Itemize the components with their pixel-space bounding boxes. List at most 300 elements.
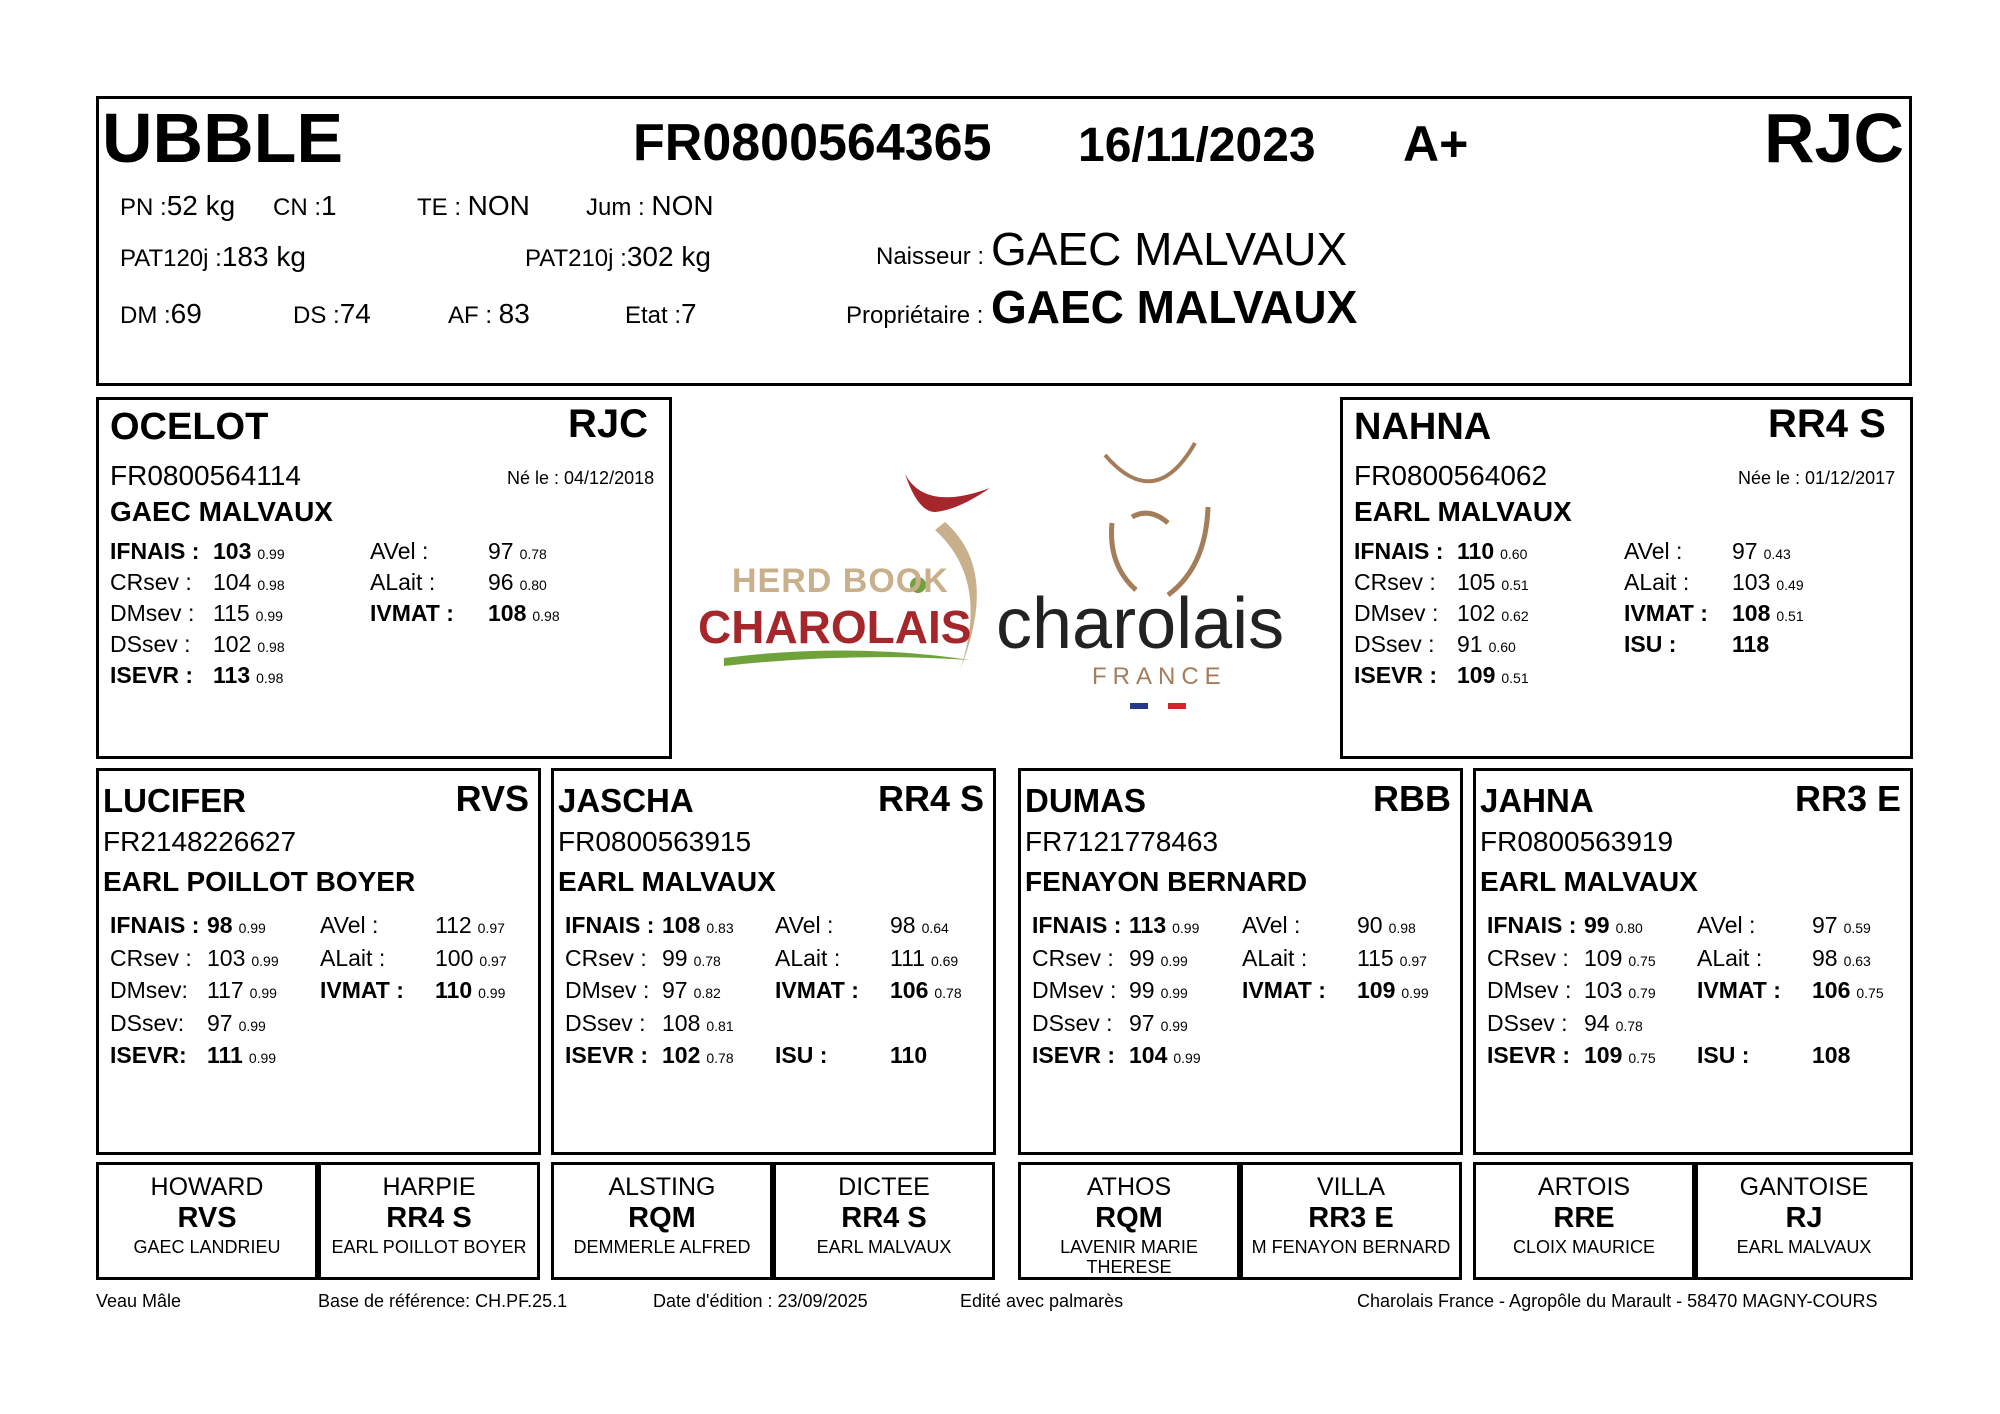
index-reliability: 0.97 bbox=[477, 920, 505, 936]
index-number: 99 bbox=[662, 944, 688, 971]
index-reliability: 0.59 bbox=[1843, 920, 1871, 936]
index-reliability: 0.64 bbox=[921, 920, 949, 936]
index-number: 99 bbox=[1129, 977, 1155, 1003]
index-value bbox=[1357, 945, 1427, 972]
great-grandparent-card bbox=[1018, 1162, 1240, 1280]
index-label: DSsev : bbox=[1487, 1009, 1568, 1036]
grandparent-id: FR0800563919 bbox=[1480, 826, 1674, 857]
dm-value: 69 bbox=[170, 298, 202, 329]
index-reliability: 0.78 bbox=[706, 1050, 734, 1066]
great-grandparent-qualif: RRE bbox=[1553, 1202, 1615, 1234]
index-number: 99 bbox=[1584, 912, 1610, 938]
index-number: 111 bbox=[207, 1042, 243, 1068]
grandparent-index-row bbox=[1697, 912, 1755, 939]
index-number: 115 bbox=[213, 600, 250, 626]
animal-id: FR0800564365 bbox=[633, 114, 992, 172]
great-grandparent-name: GANTOISE bbox=[1739, 1173, 1869, 1201]
index-label: IFNAIS : bbox=[1354, 538, 1444, 564]
mother-index-row bbox=[1354, 631, 1435, 658]
index-reliability: 0.99 bbox=[1160, 952, 1188, 969]
grandparent-id: FR2148226627 bbox=[103, 826, 297, 857]
index-label: ISEVR : bbox=[565, 1042, 649, 1068]
grandparent-name: JASCHA bbox=[558, 782, 694, 819]
animal-qualif: RJC bbox=[1764, 99, 1905, 177]
great-grandparent-card bbox=[96, 1162, 318, 1280]
index-number: 102 bbox=[1457, 600, 1496, 626]
index-number: 98 bbox=[890, 912, 916, 938]
index-label: ALait : bbox=[370, 569, 436, 595]
index-value bbox=[1584, 977, 1656, 1004]
grandparent-index-row bbox=[1242, 945, 1307, 972]
index-number: 91 bbox=[1457, 631, 1483, 657]
jum-value: NON bbox=[651, 190, 714, 221]
mother-index-row bbox=[1624, 600, 1708, 627]
index-value bbox=[662, 945, 721, 972]
index-value bbox=[435, 977, 505, 1004]
index-value bbox=[488, 538, 547, 565]
index-value bbox=[1129, 1042, 1201, 1069]
grandparent-index-row bbox=[1697, 945, 1762, 972]
index-number: 103 bbox=[213, 538, 252, 564]
index-reliability: 0.99 bbox=[238, 920, 266, 936]
index-value bbox=[1357, 912, 1416, 939]
index-label: IFNAIS : bbox=[565, 912, 655, 938]
mother-owner: EARL MALVAUX bbox=[1354, 496, 1572, 527]
index-number: 108 bbox=[488, 600, 527, 626]
mother-name: NAHNA bbox=[1354, 406, 1492, 448]
index-value bbox=[1812, 977, 1884, 1004]
ds-value: 74 bbox=[339, 298, 371, 329]
index-reliability: 0.60 bbox=[1500, 546, 1528, 562]
index-label: DMsev : bbox=[110, 600, 195, 626]
naisseur-value: GAEC MALVAUX bbox=[991, 223, 1348, 275]
mother-index-row bbox=[1354, 600, 1438, 627]
index-reliability: 0.51 bbox=[1776, 608, 1804, 624]
index-label: ISEVR: bbox=[110, 1042, 187, 1068]
index-label: ISU : bbox=[775, 1042, 828, 1068]
father-born: Né le : 04/12/2018 bbox=[507, 468, 655, 488]
index-number: 108 bbox=[1732, 600, 1771, 626]
mother-index-row bbox=[1624, 631, 1676, 658]
index-value bbox=[1457, 569, 1529, 596]
index-value bbox=[435, 912, 505, 939]
index-number: 108 bbox=[662, 1009, 701, 1036]
father-index-row bbox=[110, 662, 193, 689]
index-number: 94 bbox=[1584, 1009, 1610, 1036]
index-value bbox=[1732, 600, 1804, 627]
mother-id: FR0800564062 bbox=[1354, 460, 1548, 491]
index-number: 115 bbox=[1357, 944, 1394, 971]
index-value bbox=[890, 977, 962, 1004]
index-value bbox=[488, 569, 547, 596]
index-value bbox=[1129, 912, 1199, 939]
grandparent-index-row bbox=[565, 1010, 646, 1037]
footer-palmares: Edité avec palmarès bbox=[960, 1291, 1124, 1311]
index-number: 109 bbox=[1357, 977, 1396, 1003]
index-number: 102 bbox=[662, 1042, 701, 1068]
index-reliability: 0.69 bbox=[930, 952, 959, 969]
index-value bbox=[662, 1042, 734, 1069]
index-number: 90 bbox=[1357, 912, 1383, 938]
index-number: 105 bbox=[1457, 569, 1496, 595]
father-index-row bbox=[370, 569, 435, 596]
index-value bbox=[1357, 977, 1429, 1004]
footer-edition: Date d'édition : 23/09/2025 bbox=[653, 1291, 868, 1311]
index-label: ISEVR : bbox=[110, 662, 194, 688]
great-grandparent-owner: M FENAYON BERNARD bbox=[1251, 1237, 1451, 1257]
index-reliability: 0.75 bbox=[1628, 1050, 1656, 1066]
index-number: 112 bbox=[435, 912, 472, 938]
index-value bbox=[890, 1042, 933, 1069]
index-number: 104 bbox=[1129, 1042, 1168, 1068]
great-grandparent-card bbox=[1695, 1162, 1913, 1280]
index-label: ISU : bbox=[1624, 631, 1677, 657]
mother-qualif: RR4 S bbox=[1768, 402, 1886, 446]
index-value bbox=[1457, 600, 1529, 627]
index-reliability: 0.62 bbox=[1501, 608, 1529, 624]
index-label: IFNAIS : bbox=[1032, 912, 1122, 938]
index-reliability: 0.99 bbox=[1173, 1050, 1201, 1066]
proprietaire-value: GAEC MALVAUX bbox=[991, 281, 1358, 333]
index-label: ISU : bbox=[1697, 1042, 1750, 1068]
index-number: 109 bbox=[1584, 944, 1623, 971]
index-reliability: 0.99 bbox=[257, 546, 285, 562]
index-value bbox=[1732, 569, 1804, 596]
grandparent-index-row bbox=[565, 977, 649, 1004]
index-reliability: 0.82 bbox=[693, 985, 721, 1001]
footer-sex: Veau Mâle bbox=[96, 1291, 182, 1311]
index-reliability: 0.98 bbox=[257, 577, 285, 593]
te-label: TE : bbox=[417, 194, 468, 221]
index-label: IVMAT : bbox=[370, 600, 454, 626]
index-reliability: 0.80 bbox=[519, 577, 547, 593]
herdbook-line2: CHAROLAIS bbox=[698, 601, 972, 653]
mother-index-row bbox=[1354, 569, 1436, 596]
index-label: IFNAIS : bbox=[110, 538, 200, 564]
index-value bbox=[207, 1042, 276, 1069]
jum-field bbox=[586, 190, 714, 222]
index-value bbox=[1129, 977, 1188, 1004]
index-reliability: 0.75 bbox=[1628, 952, 1656, 969]
index-number: 99 bbox=[1129, 944, 1155, 971]
great-grandparent-card bbox=[1240, 1162, 1462, 1280]
index-value bbox=[1457, 662, 1529, 689]
father-owner: GAEC MALVAUX bbox=[110, 496, 333, 527]
mother-index-row bbox=[1624, 538, 1682, 565]
ds-label: DS : bbox=[293, 302, 340, 329]
index-value bbox=[662, 977, 721, 1004]
grandparent-name: DUMAS bbox=[1025, 782, 1146, 819]
great-grandparent-name: VILLA bbox=[1316, 1173, 1386, 1201]
index-number: 103 bbox=[1584, 977, 1623, 1003]
af-label: AF : bbox=[448, 302, 499, 329]
index-label: AVel : bbox=[320, 912, 379, 938]
father-index-row bbox=[370, 538, 428, 565]
index-reliability: 0.51 bbox=[1501, 577, 1529, 593]
index-number: 109 bbox=[1457, 662, 1496, 688]
jum-label: Jum : bbox=[586, 194, 652, 221]
index-value bbox=[213, 600, 283, 627]
ds-field bbox=[293, 298, 371, 330]
footer-address: Charolais France - Agropôle du Marault - 58470 MAGNY-COURS bbox=[1357, 1291, 1878, 1311]
mother-born: Née le : 01/12/2017 bbox=[1738, 468, 1896, 488]
index-reliability: 0.43 bbox=[1763, 546, 1791, 562]
index-label: CRsev : bbox=[110, 944, 192, 971]
footer-base: Base de référence: CH.PF.25.1 bbox=[318, 1291, 568, 1311]
index-reliability: 0.99 bbox=[238, 1017, 266, 1034]
grandparent-index-row bbox=[1242, 912, 1300, 939]
animal-grade: A+ bbox=[1403, 116, 1469, 172]
index-value bbox=[207, 1010, 266, 1037]
grandparent-index-row bbox=[1697, 1042, 1749, 1069]
index-number: 102 bbox=[213, 631, 252, 657]
index-value bbox=[207, 945, 279, 972]
index-reliability: 0.99 bbox=[248, 1050, 277, 1066]
index-label: IFNAIS : bbox=[1487, 912, 1577, 938]
index-label: CRsev : bbox=[565, 944, 647, 971]
index-number: 97 bbox=[1129, 1009, 1155, 1036]
index-value bbox=[488, 600, 560, 627]
index-label: IVMAT : bbox=[775, 977, 859, 1003]
great-grandparent-name: ARTOIS bbox=[1537, 1173, 1631, 1201]
grandparent-qualif: RBB bbox=[1373, 778, 1451, 819]
grandparent-owner: FENAYON BERNARD bbox=[1025, 866, 1308, 897]
dm-label: DM : bbox=[120, 302, 171, 329]
index-label: ISEVR : bbox=[1032, 1042, 1116, 1068]
grandparent-index-row bbox=[110, 977, 188, 1004]
te-value: NON bbox=[467, 190, 530, 221]
great-grandparent-name: DICTEE bbox=[838, 1173, 930, 1201]
index-label: DMsev: bbox=[110, 977, 188, 1003]
index-number: 106 bbox=[890, 977, 929, 1003]
grandparent-index-row bbox=[320, 912, 378, 939]
great-grandparent-qualif: RR4 S bbox=[841, 1202, 927, 1234]
index-reliability: 0.98 bbox=[1388, 920, 1416, 936]
index-reliability: 0.78 bbox=[519, 546, 547, 562]
father-id: FR0800564114 bbox=[110, 460, 301, 491]
great-grandparent-owner: EARL POILLOT BOYER bbox=[331, 1237, 527, 1257]
animal-date: 16/11/2023 bbox=[1078, 119, 1316, 172]
grandparent-index-row bbox=[775, 912, 833, 939]
index-reliability: 0.78 bbox=[934, 985, 962, 1001]
index-label: ALait : bbox=[1242, 944, 1308, 971]
index-number: 98 bbox=[207, 912, 233, 938]
pat120-label: PAT120j : bbox=[120, 245, 222, 272]
index-number: 104 bbox=[213, 569, 252, 595]
pat210-field bbox=[525, 241, 711, 273]
index-label: IVMAT : bbox=[1242, 977, 1326, 1003]
index-reliability: 0.97 bbox=[1399, 952, 1427, 969]
pn-value: 52 kg bbox=[166, 190, 236, 221]
index-reliability: 0.51 bbox=[1501, 670, 1529, 686]
grandparent-qualif: RVS bbox=[455, 778, 529, 819]
animal-name: UBBLE bbox=[102, 99, 344, 177]
great-grandparent-name: ALSTING bbox=[608, 1173, 716, 1201]
index-label: ISEVR : bbox=[1487, 1042, 1571, 1068]
father-index-row bbox=[110, 538, 199, 565]
index-value bbox=[1457, 631, 1516, 658]
great-grandparent-owner: EARL MALVAUX bbox=[1736, 1237, 1872, 1257]
father-index-row bbox=[110, 631, 191, 658]
index-value bbox=[1732, 538, 1791, 565]
index-value bbox=[1732, 631, 1775, 658]
etat-label: Etat : bbox=[625, 302, 682, 329]
index-label: AVel : bbox=[1242, 912, 1301, 938]
grandparent-index-row bbox=[1032, 945, 1114, 972]
mother-index-row bbox=[1354, 538, 1443, 565]
index-label: DSsev : bbox=[1354, 631, 1435, 657]
index-reliability: 0.99 bbox=[255, 608, 283, 624]
index-reliability: 0.81 bbox=[706, 1017, 734, 1034]
great-grandparent-owner: GAEC LANDRIEU bbox=[133, 1237, 281, 1257]
index-value bbox=[213, 631, 285, 658]
great-grandparent-card bbox=[773, 1162, 995, 1280]
index-label: CRsev : bbox=[1032, 944, 1114, 971]
grandparent-index-row bbox=[775, 1042, 827, 1069]
grandparent-owner: EARL MALVAUX bbox=[1480, 866, 1698, 897]
naisseur-label: Naisseur : bbox=[876, 243, 985, 270]
index-reliability: 0.99 bbox=[1160, 1017, 1188, 1034]
index-number: 110 bbox=[890, 1042, 928, 1068]
index-reliability: 0.78 bbox=[693, 952, 721, 969]
index-label: DSsev : bbox=[565, 1009, 646, 1036]
index-number: 97 bbox=[1732, 538, 1758, 564]
grandparent-name: JAHNA bbox=[1480, 782, 1594, 819]
index-reliability: 0.49 bbox=[1776, 577, 1804, 593]
index-number: 97 bbox=[662, 977, 688, 1003]
index-label: CRsev : bbox=[1487, 944, 1569, 971]
index-value bbox=[662, 1010, 734, 1037]
index-label: DMsev : bbox=[1354, 600, 1439, 626]
great-grandparent-card bbox=[318, 1162, 540, 1280]
index-number: 97 bbox=[488, 538, 514, 564]
index-reliability: 0.98 bbox=[256, 670, 284, 686]
pn-field bbox=[120, 190, 235, 222]
charolais-word: charolais bbox=[996, 584, 1285, 664]
index-label: DSsev : bbox=[1032, 1009, 1113, 1036]
grandparent-index-row bbox=[320, 977, 404, 1004]
etat-value: 7 bbox=[681, 298, 697, 329]
grandparent-index-row bbox=[565, 945, 647, 972]
index-label: ISEVR : bbox=[1354, 662, 1438, 688]
grandparent-index-row bbox=[565, 912, 654, 939]
grandparent-index-row bbox=[1487, 912, 1576, 939]
te-field bbox=[417, 190, 530, 222]
grandparent-index-row bbox=[1032, 912, 1121, 939]
great-grandparent-qualif: RQM bbox=[1095, 1202, 1163, 1234]
great-grandparent-qualif: RR4 S bbox=[386, 1202, 472, 1234]
great-grandparent-name: HOWARD bbox=[150, 1173, 264, 1201]
pat210-value: 302 kg bbox=[626, 241, 711, 272]
father-index-row bbox=[370, 600, 454, 627]
great-grandparent-name: HARPIE bbox=[382, 1173, 476, 1201]
father-index-row bbox=[110, 600, 194, 627]
index-reliability: 0.99 bbox=[251, 952, 279, 969]
index-value bbox=[213, 569, 285, 596]
father-index-row bbox=[110, 569, 192, 596]
grandparent-index-row bbox=[1487, 977, 1571, 1004]
charolais-france-logo bbox=[990, 435, 1330, 715]
mother-index-row bbox=[1624, 569, 1689, 596]
etat-field bbox=[625, 298, 697, 330]
index-number: 110 bbox=[1457, 538, 1495, 564]
index-value bbox=[662, 912, 734, 939]
great-grandparent-card bbox=[1473, 1162, 1695, 1280]
index-value bbox=[1129, 945, 1188, 972]
grandparent-qualif: RR3 E bbox=[1794, 778, 1901, 819]
grandparent-qualif: RR4 S bbox=[877, 778, 984, 819]
pat210-label: PAT210j : bbox=[525, 245, 627, 272]
great-grandparent-owner: DEMMERLE ALFRED bbox=[573, 1237, 751, 1257]
index-label: DMsev : bbox=[565, 977, 650, 1003]
index-reliability: 0.99 bbox=[1160, 985, 1188, 1001]
index-reliability: 0.75 bbox=[1856, 985, 1884, 1001]
great-grandparent-qualif: RQM bbox=[628, 1202, 696, 1234]
cn-value: 1 bbox=[321, 190, 337, 221]
index-number: 117 bbox=[207, 977, 244, 1003]
af-field bbox=[448, 298, 530, 330]
af-value: 83 bbox=[498, 298, 530, 329]
index-reliability: 0.99 bbox=[1172, 920, 1200, 936]
index-label: DSsev: bbox=[110, 1009, 185, 1036]
index-label: IVMAT : bbox=[320, 977, 404, 1003]
index-number: 103 bbox=[1732, 569, 1771, 595]
grandparent-index-row bbox=[1242, 977, 1326, 1004]
index-number: 96 bbox=[488, 569, 514, 595]
index-reliability: 0.79 bbox=[1628, 985, 1656, 1001]
grandparent-index-row bbox=[1697, 977, 1781, 1004]
index-reliability: 0.99 bbox=[478, 985, 506, 1001]
index-number: 97 bbox=[1812, 912, 1838, 938]
great-grandparent-owner: LAVENIR MARIE THERESE bbox=[1060, 1237, 1198, 1277]
index-value bbox=[1129, 1010, 1188, 1037]
index-value bbox=[1812, 912, 1871, 939]
index-reliability: 0.63 bbox=[1843, 952, 1871, 969]
index-number: 97 bbox=[207, 1009, 233, 1036]
index-number: 118 bbox=[1732, 631, 1770, 657]
index-label: CRsev : bbox=[110, 569, 192, 595]
grandparent-index-row bbox=[1487, 1042, 1570, 1069]
index-number: 106 bbox=[1812, 977, 1851, 1003]
great-grandparent-name: ATHOS bbox=[1086, 1173, 1172, 1201]
index-value bbox=[890, 912, 949, 939]
index-label: DMsev : bbox=[1032, 977, 1117, 1003]
index-label: IVMAT : bbox=[1624, 600, 1708, 626]
grandparent-owner: EARL MALVAUX bbox=[558, 866, 776, 897]
index-number: 108 bbox=[662, 912, 701, 938]
index-reliability: 0.78 bbox=[1615, 1017, 1643, 1034]
great-grandparent-owner: EARL MALVAUX bbox=[816, 1237, 952, 1257]
cn-label: CN : bbox=[273, 194, 321, 221]
grandparent-index-row bbox=[775, 945, 840, 972]
index-number: 100 bbox=[435, 944, 474, 971]
index-value bbox=[1584, 1010, 1643, 1037]
index-number: 108 bbox=[1812, 1042, 1851, 1068]
grandparent-index-row bbox=[565, 1042, 648, 1069]
great-grandparent-owner: CLOIX MAURICE bbox=[1512, 1237, 1656, 1257]
grandparent-index-row bbox=[1487, 945, 1569, 972]
index-number: 111 bbox=[890, 944, 925, 971]
cn-field bbox=[273, 190, 337, 222]
index-value bbox=[207, 977, 277, 1004]
index-value bbox=[890, 945, 958, 972]
grandparent-name: LUCIFER bbox=[103, 782, 246, 819]
index-label: AVel : bbox=[370, 538, 429, 564]
index-value bbox=[1584, 945, 1656, 972]
index-label: ALait : bbox=[1697, 944, 1763, 971]
index-label: IVMAT : bbox=[1697, 977, 1781, 1003]
index-value bbox=[1812, 1042, 1856, 1069]
